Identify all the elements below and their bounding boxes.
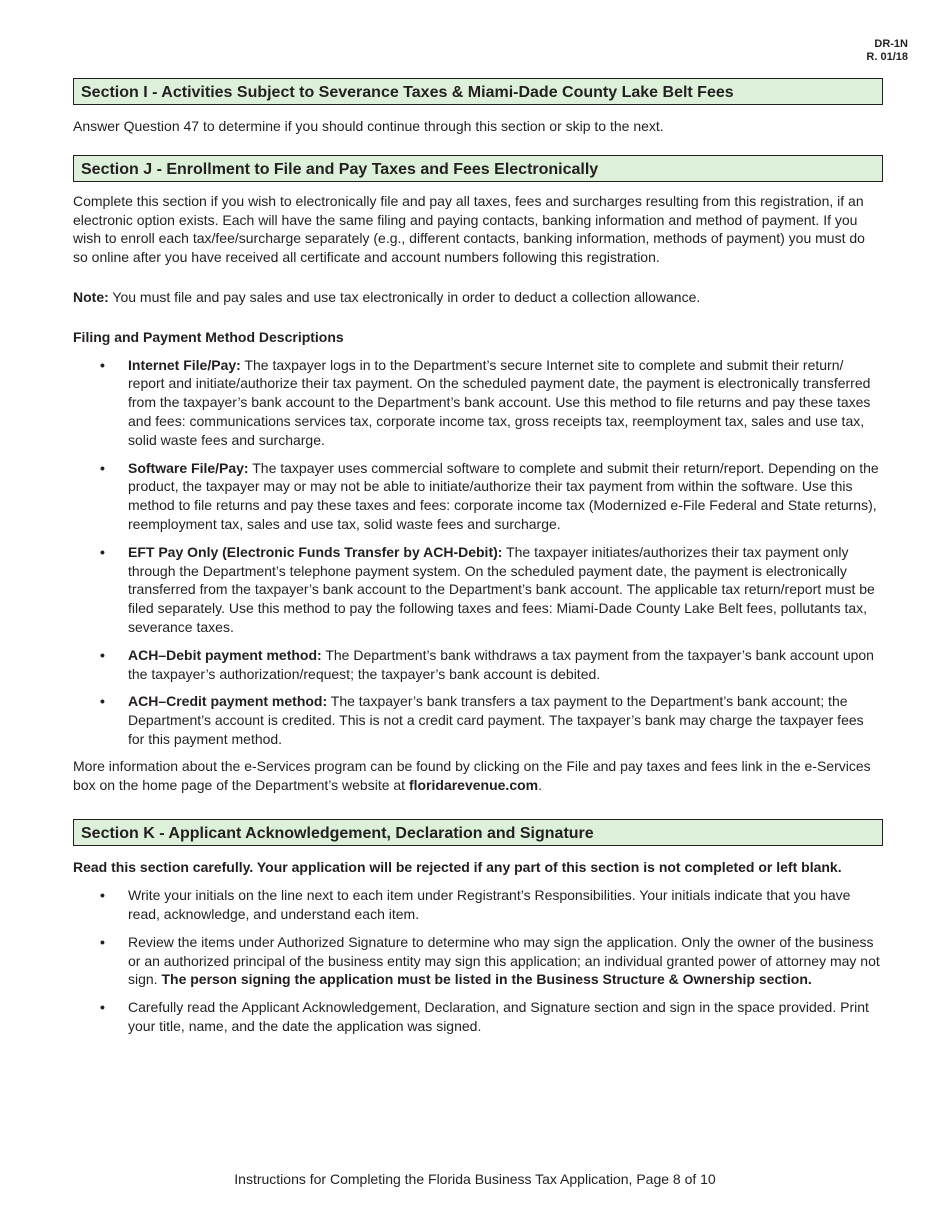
section-k-warning: Read this section carefully. Your application will be rejected if any part of this section is not completed or left blank.: [73, 859, 842, 876]
bullet: •: [100, 999, 105, 1016]
method-term: Internet File/Pay:: [128, 356, 241, 373]
acknowledgement-text: Carefully read the Applicant Acknowledgement, Declaration, and Signature section and sign in the space provided. Print your title, name, and the date the application was signed.: [128, 999, 869, 1034]
section-i-text: Answer Question 47 to determine if you should continue through this section or skip to the next.: [73, 118, 664, 134]
payment-method-item: [73, 543, 883, 637]
payment-method-item: [73, 646, 883, 684]
note-text: You must file and pay sales and use tax electronically in order to deduct a collection allowance.: [112, 288, 701, 305]
more-info-period: .: [538, 776, 542, 793]
methods-heading: Filing and Payment Method Descriptions: [73, 328, 344, 345]
bullet: •: [100, 693, 105, 710]
section-k-heading: Section K - Applicant Acknowledgement, Declaration and Signature: [73, 819, 883, 846]
method-desc: The taxpayer’s bank transfers a tax payment to the Department’s bank account; the Department’s account is credited. This is not a credit card payment. The taxpayer’s bank may charge the taxpayer fees for this payment method.: [128, 693, 864, 747]
method-term: EFT Pay Only (Electronic Funds Transfer by ACH-Debit):: [128, 543, 503, 560]
bullet: •: [100, 459, 105, 476]
payment-method-list: [73, 356, 883, 749]
website-link[interactable]: floridarevenue.com: [408, 776, 539, 793]
payment-method-item: [73, 459, 883, 534]
method-desc: The Department’s bank withdraws a tax payment from the taxpayer’s bank account upon the taxpayer’s authorization/request; the taxpayer’s bank account is debited.: [128, 646, 874, 682]
acknowledgement-list: [73, 886, 883, 1036]
more-info-text: [73, 757, 883, 795]
bullet: •: [100, 356, 105, 373]
payment-method-item: [73, 692, 883, 748]
method-desc: The taxpayer initiates/authorizes their tax payment only through the Department’s telephone payment system. On the scheduled payment date, the payment is electronically transferred from the taxpayer’s bank account to the Department’s bank account. The applicable tax return/report must be filed separately. Use this method to pay the following taxes and fees: Miami-Dade County Lake Belt fees, pollutants tax, severance taxes.: [128, 543, 875, 635]
method-desc: The taxpayer logs in to the Department’s secure Internet site to complete and submit their return/ report and initiate/authorize their tax payment. On the scheduled payment date, the payment is electronically transferred from the taxpayer’s bank account to the Department’s bank account. Use this method to file returns and pay these taxes and fees: communications services tax, corporate income tax, gross receipts tax, reemployment tax, sales and use tax, solid waste fees and surcharge.: [128, 356, 871, 448]
acknowledgement-bold-text: The person signing the application must be listed in the Business Structure & Ownership section.: [161, 971, 812, 988]
acknowledgement-item: [73, 933, 883, 989]
bullet: •: [100, 646, 105, 663]
method-term: Software File/Pay:: [128, 459, 249, 476]
bullet: •: [100, 543, 105, 560]
form-revision: R. 01/18: [866, 51, 908, 63]
payment-method-item: [73, 356, 883, 450]
bullet: •: [100, 933, 105, 950]
section-j-note: [73, 288, 883, 307]
acknowledgement-text: Write your initials on the line next to each item under Registrant’s Responsibilities. Your initials indicate that you have read, acknowledge, and understand each item.: [128, 887, 851, 922]
section-j-heading: Section J - Enrollment to File and Pay Taxes and Fees Electronically: [73, 155, 883, 182]
note-label: Note:: [73, 288, 109, 305]
method-desc: The taxpayer uses commercial software to complete and submit their return/report. Depending on the product, the taxpayer may or may not be able to initiate/authorize their tax payment from within the software. Use this method to file returns and pay these taxes and fees: corporate income tax (Modernized e-File Federal and State returns), reemployment tax, sales and use tax, solid waste fees and surcharge.: [128, 459, 879, 532]
method-term: ACH–Credit payment method:: [128, 693, 328, 710]
acknowledgement-item: [73, 998, 883, 1036]
section-j-intro: Complete this section if you wish to electronically file and pay all taxes, fees and surcharges resulting from this registration, if an electronic option exists. Each will have the same filing and paying contacts, banking information and method of payment. If you wish to enroll each tax/fee/surcharge separately (e.g., different contacts, banking information, methods of payment) you must do so online after you have received all certificate and account numbers following this registration.: [73, 192, 865, 266]
section-i-heading: Section I - Activities Subject to Severance Taxes & Miami-Dade County Lake Belt Fees: [73, 78, 883, 105]
bullet: •: [100, 887, 105, 904]
page-content: [73, 78, 883, 1036]
form-identifier: [866, 38, 908, 64]
acknowledgement-text: Review the items under Authorized Signature to determine who may sign the application. Only the owner of the business or an authorized principal of the business entity may sign this application; an individual granted power of attorney may not sign.: [128, 933, 880, 988]
acknowledgement-item: [73, 886, 883, 924]
method-term: ACH–Debit payment method:: [128, 646, 322, 663]
form-code: DR-1N: [874, 38, 908, 50]
more-info-body: More information about the e-Services program can be found by clicking on the File and pay taxes and fees link in the e-Services box on the home page of the Department’s website at: [73, 757, 871, 793]
page-footer: Instructions for Completing the Florida Business Tax Application, Page 8 of 10: [234, 1171, 716, 1187]
